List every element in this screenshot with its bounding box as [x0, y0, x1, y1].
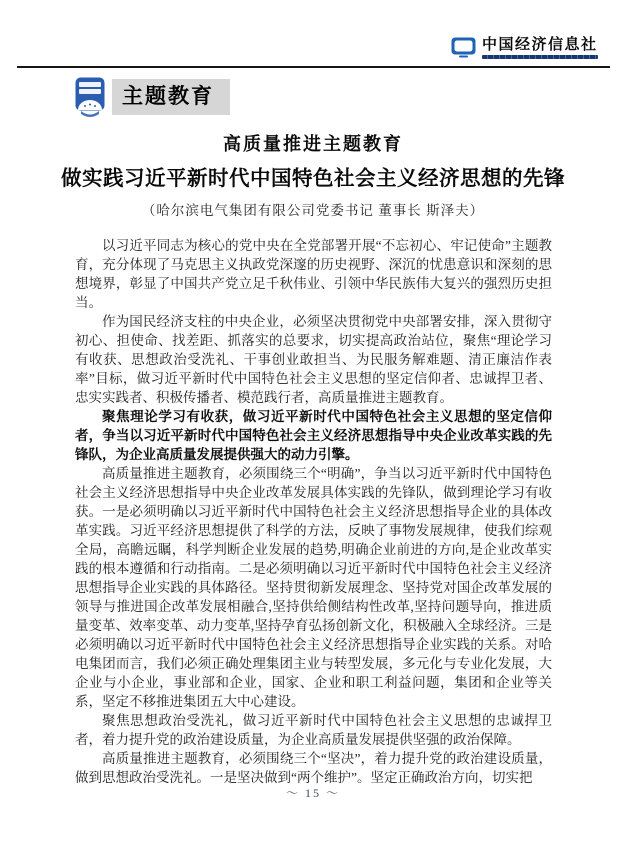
agency-logo — [0, 36, 626, 59]
blue-emblem-icon — [75, 77, 105, 117]
article-paragraph: 聚焦理论学习有收获，做习近平新时代中国特色社会主义思想的坚定信仰者，争当以习近平新时代中国特色社会主义经济思想指导中央企业改革实践的先锋队，为企业高质量发展提供强大的动力引擎。 — [75, 409, 552, 462]
logo-tagline-bar — [482, 55, 598, 59]
section-badge-row — [75, 77, 626, 117]
tv-screen-logo-icon — [451, 37, 476, 58]
agency-logo-text: 中国经济信息社 — [482, 36, 598, 53]
article-subtitle: 做实践习近平新时代中国特色社会主义经济思想的先锋 — [61, 167, 565, 190]
header-divider — [17, 66, 610, 68]
page-header — [0, 0, 626, 68]
article-title: 高质量推进主题教育 — [223, 134, 403, 154]
agency-logo-text-block — [482, 36, 598, 59]
article-paragraph: 高质量推进主题教育，必须围绕三个“明确”，争当以习近平新时代中国特色社会主义经济思想指导中央企业改革发展具体实践的先锋队，做到理论学习有收获。一是必须明确以习近平新时代中国特色社会主义经济思想指导企业的具体改革实践。习近平经济思想提供了科学的方法，反映了事物发展规律，使我们综观全局，高瞻远瞩，科学判断企业发展的趋势,明确企业前进的方向,是企业改革实践的根本遵循和行动指南。二是必须明确以习近平新时代中国特色社会主义经济思想指导企业实践的具体路径。坚持贯彻新发展理念、坚持党对国企改革发展的领导与推进国企改革发展相融合,坚持供给侧结构性改革,坚持问题导向，推进质量变革、效率变革、动力变革,坚持孕育弘扬创新文化，积极融入全球经济。三是必须明确以习近平新时代中国特色社会主义经济思想指导企业实践的关系。对哈电集团而言，我们必须正确处理集团主业与转型发展，多元化与专业化发展，大企业与小企业，事业部和企业，国家、企业和职工利益问题，集团和企业等关系，坚定不移推进集团五大中心建设。 — [75, 466, 552, 709]
article-paragraph: 作为国民经济支柱的中央企业，必须坚决贯彻党中央部署安排，深入贯彻守初心、担使命、找差距、抓落实的总要求，切实提高政治站位，聚焦“理论学习有收获、思想政治受洗礼、干事创业敢担当、为民服务解难题、清正廉洁作表率”目标，做习近平新时代中国特色社会主义思想的坚定信仰者、忠诚捍卫者、忠实实践者、积极传播者、模范践行者，高质量推进主题教育。 — [75, 314, 552, 405]
page-number: ～ 15 ～ — [285, 786, 340, 800]
article-paragraph: 高质量推进主题教育，必须围绕三个“坚决”，着力提升党的政治建设质量，做到思想政治受洗礼。一是坚决做到“两个维护”。坚定正确政治方向，切实把 — [75, 751, 552, 785]
article-paragraph: 聚焦思想政治受洗礼，做习近平新时代中国特色社会主义思想的忠诚捍卫者，着力提升党的政治建设质量，为企业高质量发展提供坚强的政治保障。 — [75, 713, 552, 747]
article-body — [75, 236, 552, 787]
article-byline: （哈尔滨电气集团有限公司党委书记 董事长 斯泽夫） — [141, 203, 485, 218]
section-badge: 主题教育 — [112, 79, 230, 115]
page-footer — [0, 784, 626, 801]
article-paragraph: 以习近平同志为核心的党中央在全党部署开展“不忘初心、牢记使命”主题教育，充分体现了马克思主义执政党深邃的历史视野、深沉的忧患意识和深刻的思想境界，彰显了中国共产党立足千秋伟业、引领中华民族伟大复兴的强烈历史担当。 — [75, 238, 552, 310]
